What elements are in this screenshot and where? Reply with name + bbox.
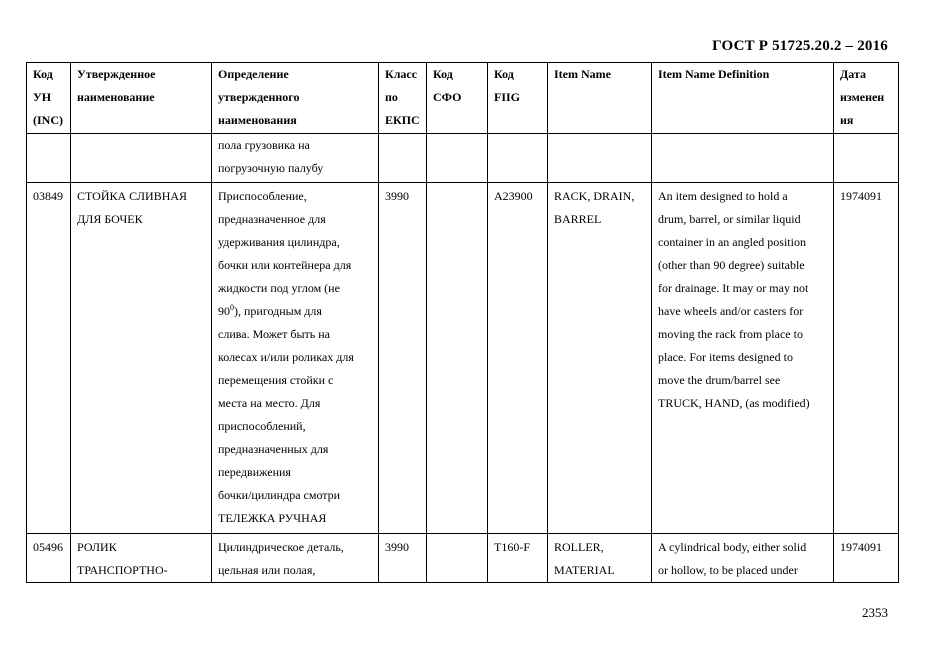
cell-code: 05496 [27,534,71,583]
cell-empty [488,134,548,183]
cell-sfo [427,183,488,534]
cell-item-definition: An item designed to hold a drum, barrel, or similar liquid container in an angled position (other than 90 degree) suitable for drainage. It may or may not have wheels and/or casters for moving the rack from place to place. For items designed to move the drum/barrel see TRUCK, HAND, (as modified) [652,183,834,534]
document-header: ГОСТ Р 51725.20.2 – 2016 [712,38,888,54]
page-number: 2353 [862,605,888,620]
col-header-item-definition: Item Name Definition [652,63,834,134]
col-header-item-name: Item Name [548,63,652,134]
cell-approved-name: СТОЙКА СЛИВНАЯ ДЛЯ БОЧЕК [71,183,212,534]
definition-text-pre: Приспособление, предназначенное для удерживания цилиндра, бочки или контейнера для жидкости под углом (не 90 [218,189,352,318]
table-row [27,534,899,583]
cell-sfo [427,534,488,583]
col-header-approved-name: Утвержденное наименование [71,63,212,134]
table-row [27,183,899,534]
cell-definition [212,183,379,534]
cell-class: 3990 [379,183,427,534]
table-row-continuation [27,134,899,183]
cell-class: 3990 [379,534,427,583]
col-header-date: Дата изменен ия [834,63,899,134]
cell-fiig: A23900 [488,183,548,534]
col-header-class: Класс по ЕКПС [379,63,427,134]
cell-empty [427,134,488,183]
cell-date: 1974091 [834,183,899,534]
cell-item-name: ROLLER, MATERIAL [548,534,652,583]
cell-code: 03849 [27,183,71,534]
degree-superscript: 0 [230,303,234,312]
cell-empty [71,134,212,183]
cell-empty [548,134,652,183]
cell-definition: пола грузовика на погрузочную палубу [212,134,379,183]
classification-table [26,62,899,583]
cell-definition: Цилиндрическое деталь, цельная или полая, [212,534,379,583]
cell-fiig: T160-F [488,534,548,583]
table-header-row [27,63,899,134]
cell-item-definition: A cylindrical body, either solid or hollow, to be placed under [652,534,834,583]
cell-approved-name: РОЛИК ТРАНСПОРТНО- [71,534,212,583]
cell-empty [379,134,427,183]
col-header-definition: Определение утвержденного наименования [212,63,379,134]
col-header-fiig: Код FIIG [488,63,548,134]
definition-text-post: ), пригодным для слива. Может быть на колесах и/или роликах для перемещения стойки с места на место. Для приспособлений, предназначенных для передвижения бочки/цилиндра смотри ТЕЛЕЖКА РУЧНАЯ [218,304,354,525]
col-header-sfo: Код СФО [427,63,488,134]
cell-item-name: RACK, DRAIN, BARREL [548,183,652,534]
cell-empty [834,134,899,183]
col-header-code: Код УН (INC) [27,63,71,134]
cell-date: 1974091 [834,534,899,583]
cell-empty [652,134,834,183]
cell-empty [27,134,71,183]
